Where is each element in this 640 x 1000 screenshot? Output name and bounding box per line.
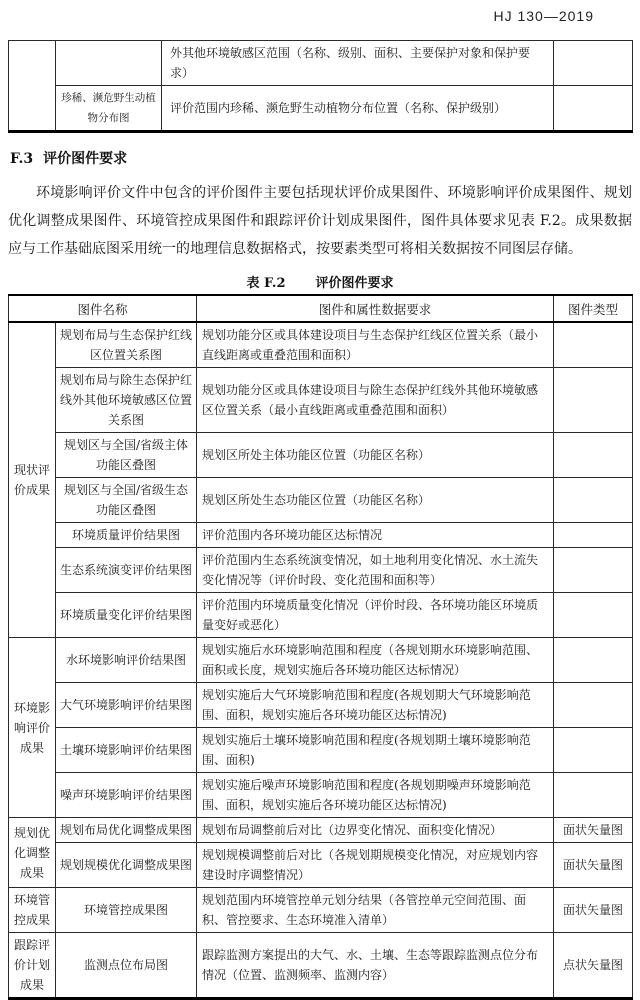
figure-type-cell [554,433,633,478]
figure-name-cell: 规划区与全国/省级生态功能区叠图 [56,478,197,523]
table-row [9,548,633,593]
figure-type-cell [554,523,633,548]
requirement-cell: 规划实施后大气环境影响范围和程度(各规划期大气环境影响范围、面积，规划实施后各环境功能区达标情况) [197,683,554,728]
fragment-table [8,40,633,133]
table-row [9,683,633,728]
figure-name-cell: 噪声环境影响评价结果图 [56,773,197,818]
figure-type-cell: 面状矢量图 [554,843,633,888]
figure-name-cell: 环境质量评价结果图 [56,523,197,548]
table-row [9,478,633,523]
requirement-cell: 规划实施后水环境影响范围和程度（各规划期水环境影响范围、面积或长度，规划实施后各环境功能区达标情况） [197,638,554,683]
table-row [9,843,633,888]
table-row [9,433,633,478]
figure-name-cell: 规划布局与除生态保护红线外其他环境敏感区位置关系图 [56,368,197,433]
figure-name-cell: 生态系统演变评价结果图 [56,548,197,593]
figure-name-cell [56,41,162,86]
figure-type-cell [554,548,633,593]
figure-type-cell [554,41,633,86]
figure-name-cell: 规划区与全国/省级主体功能区叠图 [56,433,197,478]
figure-type-cell [554,638,633,683]
requirement-cell: 评价范围内生态系统演变情况，如土地利用变化情况、水土流失变化情况等（评价时段、变化范围和面积等） [197,548,554,593]
doc-number: HJ 130—2019 [493,8,594,24]
figure-type-cell [554,368,633,433]
requirement-cell: 外其他环境敏感区范围（名称、级别、面积、主要保护对象和保护要求） [162,41,554,86]
figure-name-cell: 监测点位布局图 [56,933,197,999]
requirement-cell: 跟踪监测方案提出的大气、水、土壤、生态等跟踪监测点位分布情况（位置、监测频率、监测内容） [197,933,554,999]
figure-type-cell: 点状矢量图 [554,933,633,999]
figure-requirements-table [8,294,633,1000]
figure-type-cell: 面状矢量图 [554,888,633,933]
category-cell: 环境影响评价成果 [9,638,56,818]
table-row [9,933,633,999]
table-row [9,638,633,683]
figure-type-cell [554,322,633,368]
figure-name-cell: 规划布局与生态保护红线区位置关系图 [56,322,197,368]
figure-name-cell: 珍稀、濒危野生动植物分布图 [56,86,162,132]
category-cell [9,41,56,132]
table-row [9,523,633,548]
header-figure-type: 图件类型 [554,295,633,322]
figure-name-cell: 规划规模优化调整成果图 [56,843,197,888]
figure-type-cell: 面状矢量图 [554,818,633,843]
table-row [9,368,633,433]
table-row [9,888,633,933]
figure-name-cell: 大气环境影响评价结果图 [56,683,197,728]
category-cell: 环境管控成果 [9,888,56,933]
table-caption [8,272,632,291]
table-row [9,593,633,638]
group-environmental-control [9,888,633,933]
requirement-cell: 规划区所处主体功能区位置（功能区名称） [197,433,554,478]
requirement-cell: 规划功能分区或具体建设项目与除生态保护红线外其他环境敏感区位置关系（最小直线距离或重叠范围和面积） [197,368,554,433]
table-row [9,728,633,773]
requirement-cell: 评价范围内各环境功能区达标情况 [197,523,554,548]
figure-type-cell [554,86,633,132]
group-plan-optimization [9,818,633,888]
requirement-cell: 规划范围内环境管控单元划分结果（各管控单元空间范围、面积、管控要求、生态环境准入清单） [197,888,554,933]
category-cell: 跟踪评价计划成果 [9,933,56,999]
requirement-cell: 评价范围内珍稀、濒危野生动植物分布位置（名称、保护级别） [162,86,554,132]
table-row [9,86,633,132]
requirement-cell: 评价范围内环境质量变化情况（评价时段、各环境功能区环境质量变好或恶化） [197,593,554,638]
figure-name-cell: 水环境影响评价结果图 [56,638,197,683]
group-environmental-impact [9,638,633,818]
requirement-cell: 规划功能分区或具体建设项目与生态保护红线区位置关系（最小直线距离或重叠范围和面积） [197,322,554,368]
figure-name-cell: 规划布局优化调整成果图 [56,818,197,843]
table-row [9,818,633,843]
figure-type-cell [554,478,633,523]
header-figure-name: 图件名称 [9,295,197,322]
figure-type-cell [554,728,633,773]
figure-type-cell [554,773,633,818]
table-row [9,41,633,86]
table-caption-number: 表 F.2 [246,276,286,291]
requirement-cell: 规划布局调整前后对比（边界变化情况、面积变化情况） [197,818,554,843]
figure-name-cell: 环境管控成果图 [56,888,197,933]
group-tracking-evaluation [9,933,633,999]
figure-name-cell: 土壤环境影响评价结果图 [56,728,197,773]
table-caption-title: 评价图件要求 [315,276,394,291]
header-requirement: 图件和属性数据要求 [197,295,554,322]
figure-type-cell [554,593,633,638]
section-title: 评价图件要求 [43,151,128,167]
table-row [9,773,633,818]
section-heading [10,148,632,168]
section-number: F.3 [10,151,34,167]
requirement-cell: 规划实施后土壤环境影响范围和程度(各规划期土壤环境影响范围、面积) [197,728,554,773]
body-paragraph: 环境影响评价文件中包含的评价图件主要包括现状评价成果图件、环境影响评价成果图件、规划优化调整成果图件、环境管控成果图件和跟踪评价计划成果图件，图件具体要求见表 F.2。成果数据应与工作基础底图采用统一的地理信息数据格式，按要素类型可将相关数据按不同图层存储。 [8,185,632,257]
category-cell: 现状评价成果 [9,322,56,638]
category-cell: 规划优化调整成果 [9,818,56,888]
requirement-cell: 规划区所处生态功能区位置（功能区名称） [197,478,554,523]
requirement-cell: 规划规模调整前后对比（各规划期规模变化情况，对应规划内容建设时序调整情况） [197,843,554,888]
figure-name-cell: 环境质量变化评价结果图 [56,593,197,638]
group-current-status [9,322,633,638]
table-row [9,322,633,368]
table-header-row [9,295,633,322]
figure-type-cell [554,683,633,728]
requirement-cell: 规划实施后噪声环境影响范围和程度(各规划期噪声环境影响范围、面积，规划实施后各环境功能区达标情况) [197,773,554,818]
